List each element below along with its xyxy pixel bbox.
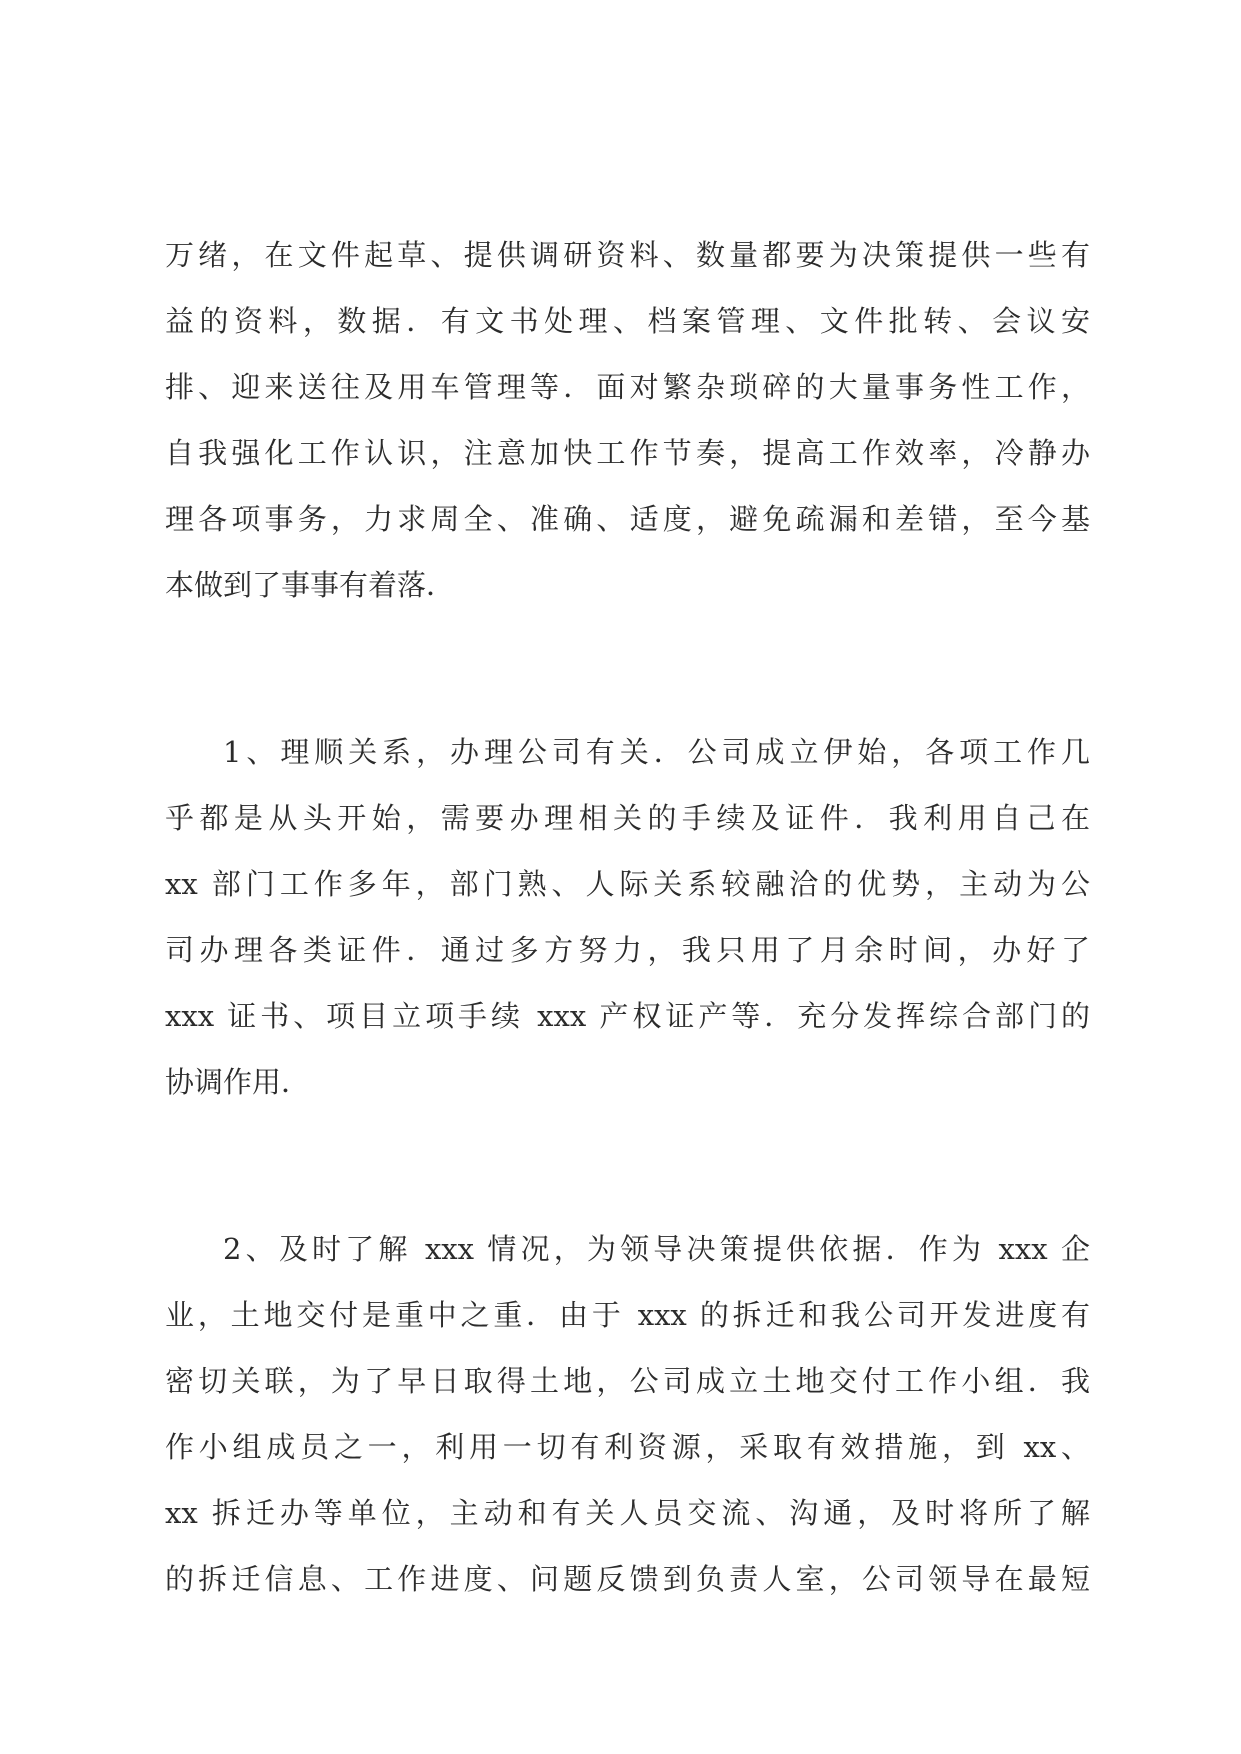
paragraph-line: 的拆迁信息、工作进度、问题反馈到负责人室，公司领导在最短 [165,1562,1090,1596]
paragraph-2 [165,719,1090,1115]
paragraph-1 [165,222,1090,618]
paragraph-line: 万绪，在文件起草、提供调研资料、数量都要为决策提供一些有 [165,238,1090,272]
paragraph-line: xx 部门工作多年，部门熟、人际关系较融洽的优势，主动为公 [165,867,1090,901]
paragraph-line: 理各项事务，力求周全、准确、适度，避免疏漏和差错，至今基 [165,502,1090,536]
paragraph-line: 司办理各类证件．通过多方努力，我只用了月余时间，办好了 [165,933,1090,967]
paragraph-line: xx 拆迁办等单位，主动和有关人员交流、沟通，及时将所了解 [165,1496,1090,1530]
paragraph-line: 1、理顺关系，办理公司有关．公司成立伊始，各项工作几 [223,735,1090,769]
document-body [165,222,1090,1612]
paragraph-line: 本做到了事事有着落． [165,568,456,602]
paragraph-line: 排、迎来送往及用车管理等．面对繁杂琐碎的大量事务性工作， [165,370,1090,404]
paragraph-line: 协调作用． [165,1065,311,1099]
paragraph-line: 2、及时了解 xxx 情况，为领导决策提供依据．作为 xxx 企 [223,1232,1090,1266]
paragraph-line: 乎都是从头开始，需要办理相关的手续及证件．我利用自己在 [165,801,1090,835]
paragraph-line: 业，土地交付是重中之重．由于 xxx 的拆迁和我公司开发进度有 [165,1298,1090,1332]
paragraph-line: 密切关联，为了早日取得土地，公司成立土地交付工作小组．我 [165,1364,1090,1398]
paragraph-spacer [165,618,1090,719]
paragraph-3 [165,1216,1090,1612]
paragraph-line: xxx 证书、项目立项手续 xxx 产权证产等．充分发挥综合部门的 [165,999,1090,1033]
paragraph-line: 作小组成员之一，利用一切有利资源，采取有效措施，到 xx、 [165,1430,1090,1464]
paragraph-spacer [165,1115,1090,1216]
paragraph-line: 益的资料，数据．有文书处理、档案管理、文件批转、会议安 [165,304,1090,338]
paragraph-line: 自我强化工作认识，注意加快工作节奏，提高工作效率，冷静办 [165,436,1090,470]
